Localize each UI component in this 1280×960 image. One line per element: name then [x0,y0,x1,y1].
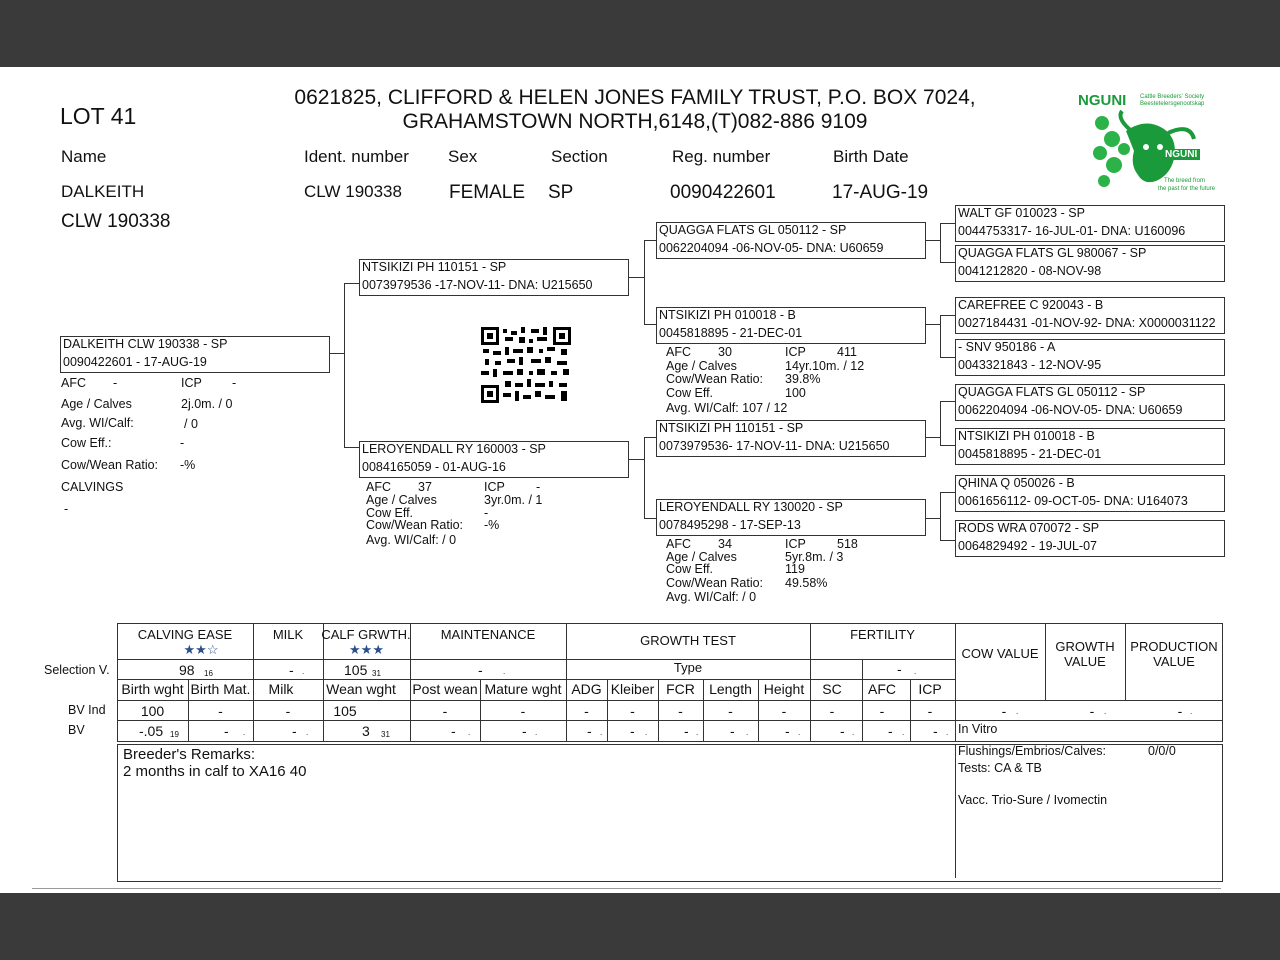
selection-cg-sub: 31 [372,669,381,678]
bv-birth-wght-sub: 19 [170,730,179,739]
bv-post-wean: - [451,723,456,739]
ggp1-line-2: 0044753317- 16-JUL-01- DNA: U160096 [958,224,1186,238]
animal-section: SP [548,182,574,203]
great-grandparent-box-7 [955,475,1225,512]
header-calf-growth: CALF GRWTH. [321,627,411,642]
bv-adg-sub: . [600,728,603,737]
logo-badge: NGUNI [1162,149,1200,160]
bv-ind-cow-value-sub: . [1016,707,1019,716]
dam-wean: -% [484,518,500,532]
bv-afc-sub: . [902,728,905,737]
gp4-afc: 34 [718,537,732,551]
animal-ident-2: CLW 190338 [61,211,171,232]
bv-mature-wght-sub: . [535,728,538,737]
animal-birth: 17-AUG-19 [832,182,929,203]
bv-ind-adg: - [584,703,589,719]
bv-ind-height: - [781,703,787,719]
col-milk: Milk [268,681,294,697]
selection-maintenance: - [478,662,483,678]
selection-label: Selection V. [44,663,110,677]
gp2-age: 14yr.10m. / 12 [785,359,865,373]
grandparent-box-1 [656,222,926,259]
selection-type: Type [673,660,703,675]
ggp6-line-2: 0045818895 - 21-DEC-01 [958,447,1102,461]
calf-growth-stars-icon: ★★★ [349,642,384,657]
subject-wean: -% [180,458,196,472]
ggp6-line-1: NTSIKIZI PH 010018 - B [958,429,1095,443]
col-adg: ADG [571,681,602,697]
calving-ease-stars-icon: ★★☆ [183,642,219,657]
gp4-afc-label: AFC [666,537,691,551]
catalogue-page [0,67,1280,893]
gp3-line-2: 0073979536- 17-NOV-11- DNA: U215650 [659,439,890,453]
bv-ind-fcr: - [678,703,683,719]
selection-ce: 98 [179,662,195,678]
flushings-label: Flushings/Embrios/Calves: [958,744,1106,758]
gp2-icp: 411 [837,345,857,359]
col-icp: ICP [918,681,942,697]
gp2-afc: 30 [718,345,732,359]
gp2-eff: 100 [785,386,806,400]
header-production-value-1: PRODUCTION [1130,639,1218,654]
ggp3-line-1: CAREFREE C 920043 - B [958,298,1104,312]
gp2-icp-label: ICP [785,345,806,359]
gp4-age: 5yr.8m. / 3 [785,550,844,564]
vaccination-text: Vacc. Trio-Sure / Ivomectin [958,793,1108,807]
animal-name: DALKEITH [61,182,145,201]
bottom-bar [0,893,1280,960]
ggp4-line-1: - SNV 950186 - A [958,340,1056,354]
selection-maintenance-sub: . [503,667,506,676]
gp4-icp-label: ICP [785,537,806,551]
gp4-eff-label: Cow Eff. [666,562,714,576]
bv-wean-wght-sub: 31 [381,730,390,739]
subject-icp-label: ICP [181,376,202,390]
bv-ind-birth-mat: - [218,703,223,719]
logo-tagline-1: The breed from [1164,178,1206,184]
animal-sex: FEMALE [449,182,526,203]
dam-afc-label: AFC [366,480,391,494]
bv-icp: - [933,723,938,739]
dam-box [359,441,629,478]
dam-line-1: LEROYENDALL RY 160003 - SP [362,442,546,456]
header-milk: MILK [272,627,304,642]
label-section: Section [551,147,608,166]
ggp4-line-2: 0043321843 - 12-NOV-95 [958,358,1102,372]
subject-afc-label: AFC [61,376,86,390]
ggp8-line-2: 0064829492 - 19-JUL-07 [958,539,1097,553]
header-growth-value-2: VALUE [1064,654,1106,669]
bv-post-wean-sub: . [468,728,471,737]
grandparent-box-4 [656,499,926,536]
ggp7-line-2: 0061656112- 09-OCT-05- DNA: U164073 [958,494,1188,508]
gp4-icp: 518 [837,537,858,551]
gp2-age-label: Age / Calves [666,359,737,373]
bv-ind-growth-value-sub: . [1104,707,1107,716]
bv-ind-kleiber: - [630,703,635,719]
label-birth: Birth Date [833,147,909,166]
bv-ind-mature-wght: - [520,703,526,719]
nguni-logo [1078,89,1218,197]
ggp1-line-1: WALT GF 010023 - SP [958,206,1085,220]
bv-mature-wght: - [522,723,527,739]
bv-ind-post-wean: - [442,703,448,719]
subject-line-1: DALKEITH CLW 190338 - SP [63,337,228,351]
great-grandparent-box-4 [955,339,1225,376]
dam-icp-label: ICP [484,480,505,494]
bv-ind-production-value-sub: . [1190,707,1193,716]
dam-age: 3yr.0m. / 1 [484,493,543,507]
gp4-age-label: Age / Calves [666,550,737,564]
great-grandparent-box-6 [955,428,1225,465]
bv-fcr: - [684,723,689,739]
bv-ind-afc: - [879,703,885,719]
remarks-text: 2 months in calf to XA16 40 [123,763,307,780]
bv-ind-label: BV Ind [68,703,106,717]
great-grandparent-box-8 [955,520,1225,557]
ggp5-line-1: QUAGGA FLATS GL 050112 - SP [958,385,1146,399]
label-sex: Sex [448,147,478,166]
selection-ce-sub: 16 [204,669,213,678]
gp4-wean-label: Cow/Wean Ratio: [666,576,764,590]
ggp2-line-2: 0041212820 - 08-NOV-98 [958,264,1102,278]
dam-afc: 37 [418,480,432,494]
bv-length-sub: . [746,728,749,737]
header-fertility: FERTILITY [850,627,915,642]
lot-number: LOT 41 [60,103,137,129]
grandparent-box-3 [656,420,926,457]
in-vitro-label: In Vitro [958,722,998,736]
logo-society-1: Cattle Breeders' Society [1140,94,1205,100]
selection-fertility-sub: . [914,667,917,676]
great-grandparent-box-2 [955,245,1225,282]
bv-height: - [785,723,790,739]
bv-ind-length: - [728,703,733,719]
subject-wi-label: Avg. WI/Calf: [61,416,134,430]
gp2-wean-label: Cow/Wean Ratio: [666,372,764,386]
header-cow-value: COW VALUE [961,646,1039,661]
bv-milk-sub: . [306,728,309,737]
top-bar [0,0,1280,67]
bv-milk: - [292,723,297,739]
subject-age-label: Age / Calves [61,397,132,411]
header-growth-value-1: GROWTH [1055,639,1115,654]
label-ident: Ident. number [304,147,409,166]
logo-tagline-2: the past for the future [1158,186,1216,192]
header-production-value-2: VALUE [1153,654,1195,669]
owner-line-2: GRAHAMSTOWN NORTH,6148,(T)082-886 9109 [402,110,868,133]
col-wean-wght: Wean wght [326,681,396,697]
remarks-label: Breeder's Remarks: [123,746,256,763]
animal-ident: CLW 190338 [304,182,402,201]
header-growth-test: GROWTH TEST [640,633,736,648]
selection-milk-sub: . [302,667,305,676]
gp3-line-1: NTSIKIZI PH 110151 - SP [659,421,804,435]
selection-milk: - [289,662,294,678]
bv-ind-cow-value: - [1001,703,1007,719]
calvings-label: CALVINGS [61,480,124,494]
subject-wean-label: Cow/Wean Ratio: [61,458,159,472]
col-mature-wght: Mature wght [484,681,562,697]
bv-birth-mat-sub: . [243,728,246,737]
gp2-eff-label: Cow Eff. [666,386,714,400]
bv-label: BV [68,723,85,737]
gp4-wean: 49.58% [785,576,828,590]
col-height: Height [763,681,805,697]
dam-eff-label: Cow Eff. [366,506,414,520]
ggp3-line-2: 0027184431 -01-NOV-92- DNA: X0000031122 [958,316,1216,330]
col-sc: SC [822,681,842,697]
ggp5-line-2: 0062204094 -06-NOV-05- DNA: U60659 [958,403,1183,417]
calvings-value: - [64,502,69,516]
gp2-wean: 39.8% [785,372,821,386]
subject-box [60,336,330,373]
dam-wi: Avg. WI/Calf: / 0 [366,533,457,547]
gp4-line-2: 0078495298 - 17-SEP-13 [659,518,801,532]
bv-sc: - [840,723,845,739]
owner-line-1: 0621825, CLIFFORD & HELEN JONES FAMILY TRUST, P.O. BOX 7024, [294,86,976,109]
tests-text: Tests: CA & TB [958,761,1042,775]
gp4-eff: 119 [785,562,805,576]
col-birth-mat: Birth Mat. [190,681,251,697]
flushings-value: 0/0/0 [1148,744,1176,758]
bv-birth-wght: -.05 [139,723,164,739]
col-post-wean: Post wean [412,681,478,697]
bv-kleiber: - [630,723,635,739]
bv-ind-wean-wght: 105 [333,703,357,719]
great-grandparent-box-1 [955,205,1225,242]
bv-afc: - [888,723,893,739]
gp1-line-2: 0062204094 -06-NOV-05- DNA: U60659 [659,241,884,255]
bv-ind-sc: - [829,703,835,719]
page-bottom-divider [32,888,1221,889]
bv-kleiber-sub: . [645,728,648,737]
bv-icp-sub: . [946,728,949,737]
grandparent-box-2 [656,307,926,344]
ggp8-line-1: RODS WRA 070072 - SP [958,521,1100,535]
bv-ind-milk: - [285,703,291,719]
col-length: Length [709,681,752,697]
subject-icp: - [232,376,237,390]
col-birth-wght: Birth wght [121,681,184,697]
bv-fcr-sub: . [696,728,699,737]
subject-afc: - [113,376,118,390]
dam-wean-label: Cow/Wean Ratio: [366,518,464,532]
dam-age-label: Age / Calves [366,493,437,507]
col-fcr: FCR [666,681,695,697]
selection-fertility: - [897,661,902,677]
great-grandparent-box-3 [955,297,1225,334]
col-afc: AFC [868,681,896,697]
gp2-line-1: NTSIKIZI PH 010018 - B [659,308,796,322]
header-calving-ease: CALVING EASE [137,627,233,642]
sire-line-2: 0073979536 -17-NOV-11- DNA: U215650 [362,278,593,292]
bv-ind-production-value: - [1177,703,1183,719]
bv-birth-mat: - [224,723,229,739]
bv-ind-birth-wght: 100 [140,703,165,719]
gp4-wi: Avg. WI/Calf: / 0 [666,590,757,604]
bv-sc-sub: . [852,728,855,737]
subject-wi: / 0 [184,417,198,431]
subject-eff: - [180,436,185,450]
ggp2-line-1: QUAGGA FLATS GL 980067 - SP [958,246,1147,260]
selection-cg: 105 [344,662,368,678]
great-grandparent-box-5 [955,384,1225,421]
bv-ind-growth-value: - [1089,703,1095,719]
bv-length: - [730,723,735,739]
gp1-line-1: QUAGGA FLATS GL 050112 - SP [659,223,847,237]
bv-ind-icp: - [927,703,933,719]
gp4-line-1: LEROYENDALL RY 130020 - SP [659,500,843,514]
label-reg: Reg. number [672,147,771,166]
gp2-afc-label: AFC [666,345,691,359]
dam-line-2: 0084165059 - 01-AUG-16 [362,460,506,474]
ggp7-line-1: QHINA Q 050026 - B [958,476,1075,490]
bv-adg: - [587,723,592,739]
animal-reg: 0090422601 [670,182,776,203]
logo-society-2: Beestetelersgenootskap [1140,101,1205,107]
bv-wean-wght: 3 [362,723,370,739]
label-name: Name [61,147,107,166]
dam-icp: - [536,480,541,494]
sire-line-1: NTSIKIZI PH 110151 - SP [362,260,507,274]
sire-box [359,259,629,296]
gp2-line-2: 0045818895 - 21-DEC-01 [659,326,803,340]
logo-brand: NGUNI [1078,92,1127,109]
subject-line-2: 0090422601 - 17-AUG-19 [63,355,207,369]
col-kleiber: Kleiber [610,681,655,697]
qr-code-icon [481,327,571,403]
header-maintenance: MAINTENANCE [440,627,536,642]
subject-eff-label: Cow Eff.: [61,436,112,450]
bv-height-sub: . [798,728,801,737]
subject-age: 2j.0m. / 0 [181,397,233,411]
dam-eff: - [484,506,489,520]
gp2-wi: Avg. WI/Calf: 107 / 12 [666,401,788,415]
